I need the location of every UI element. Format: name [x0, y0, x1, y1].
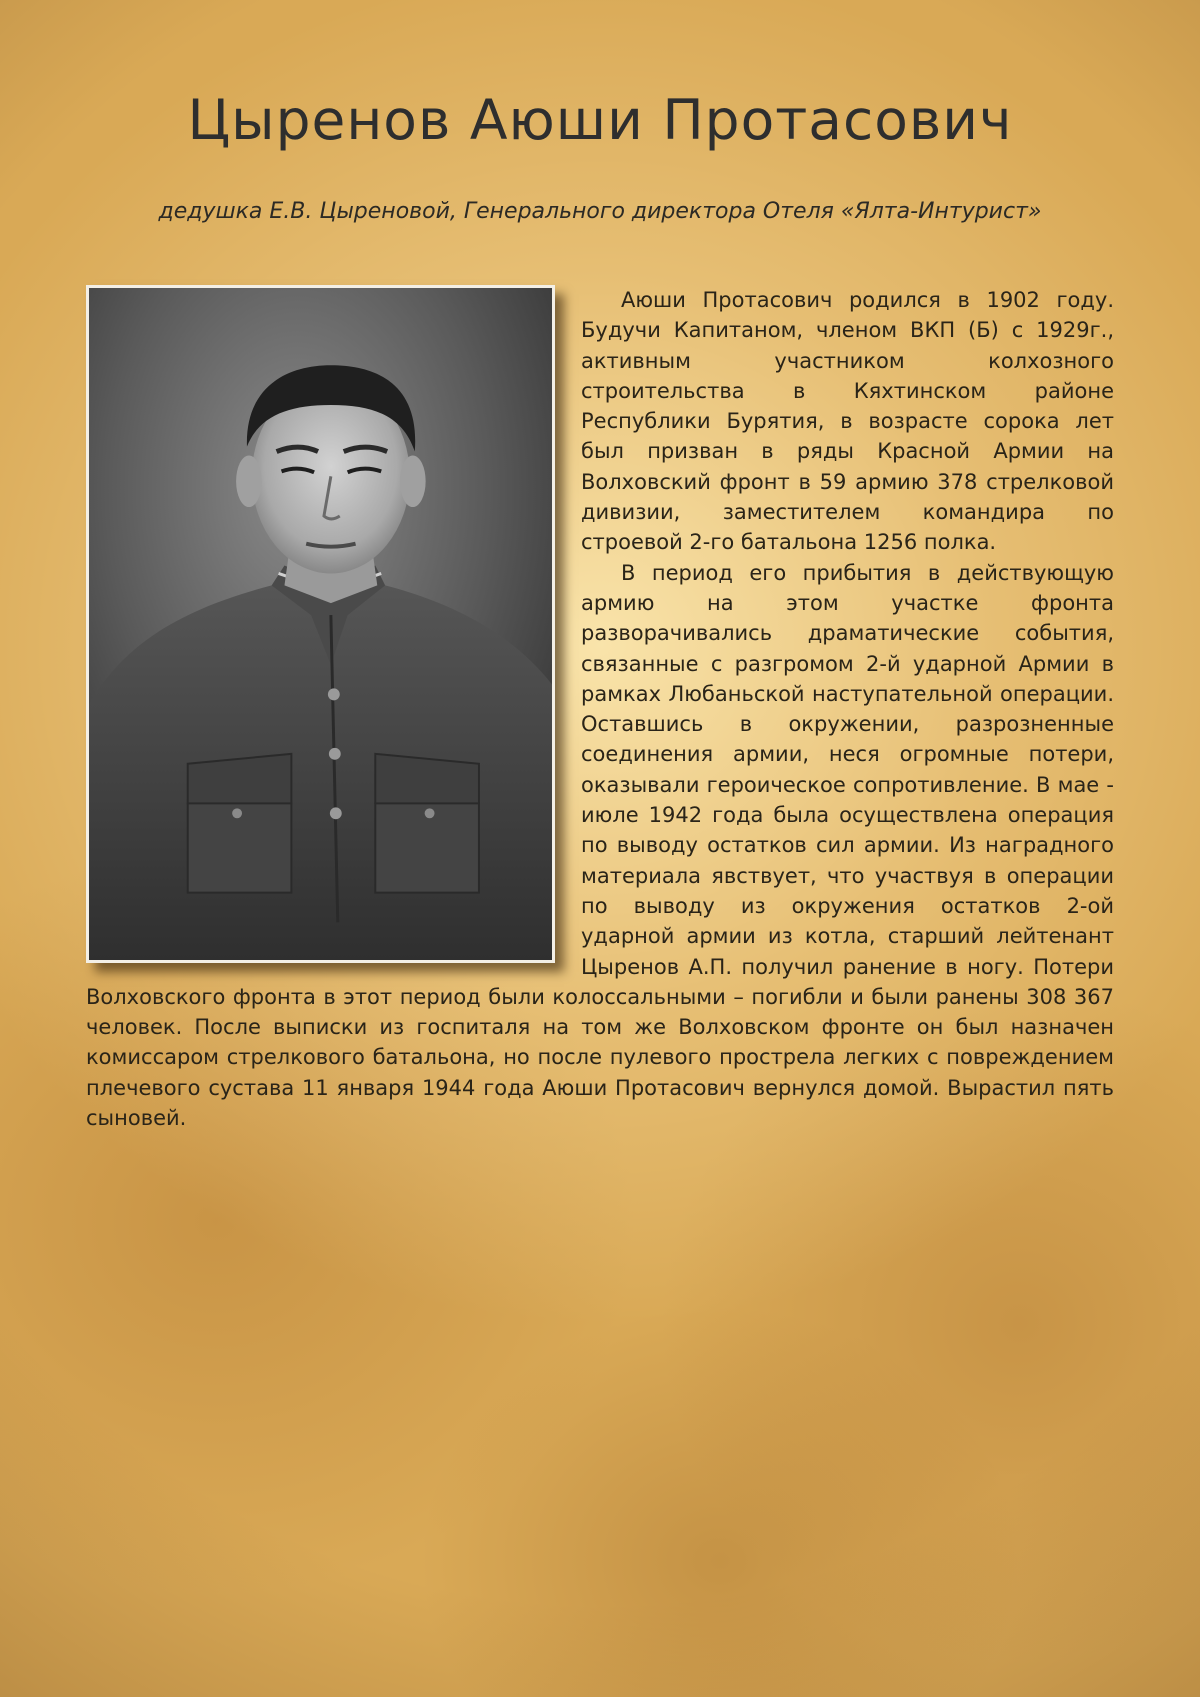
article-body: [86, 285, 1114, 1133]
portrait-photo: [86, 285, 555, 963]
page-subtitle: дедушка Е.В. Цыреновой, Генерального директора Отеля «Ялта-Интурист»: [158, 199, 1042, 224]
page-title: Цыренов Аюши Протасович: [187, 88, 1013, 152]
paragraph: Аюши Протасович родился в 1902 году. Будучи Капитаном, членом ВКП (Б) с 1929г., активным участником колхозного строительства в Кяхтинском районе Республики Бурятия, в возрасте сорока лет был призван в ряды Красной Армии на Волховский фронт в 59 армию 378 стрелковой дивизии, заместителем командира по строевой 2-го батальона 1256 полка.: [581, 288, 1114, 555]
paragraph: В период его прибытия в действующую армию на этом участке фронта разворачивались драматические события, связанные с разгромом 2-й ударной Армии в рамках Любаньской наступательной операции. Оставшись в окружении, разрозненные соединения армии, неся огромные потери, оказывали героическое сопротивление. В мае - июле 1942 года была осуществлена операция по выводу остатков сил армии. Из наградного материала явствует, что участвуя в операции по выводу из окружения остатков 2-ой ударной армии из котла, старший лейтенант Цыренов А.П. получил ранение в ногу. Потери Волховского фронта в этот период были колоссальными – погибли и были ранены 308 367 человек. После выписки из госпиталя на том же Волховском фронте он был назначен комиссаром стрелкового батальона, но после пулевого прострела легких с повреждением плечевого сустава 11 января 1944 года Аюши Протасович вернулся домой. Вырастил пять сыновей.: [86, 560, 1114, 1131]
